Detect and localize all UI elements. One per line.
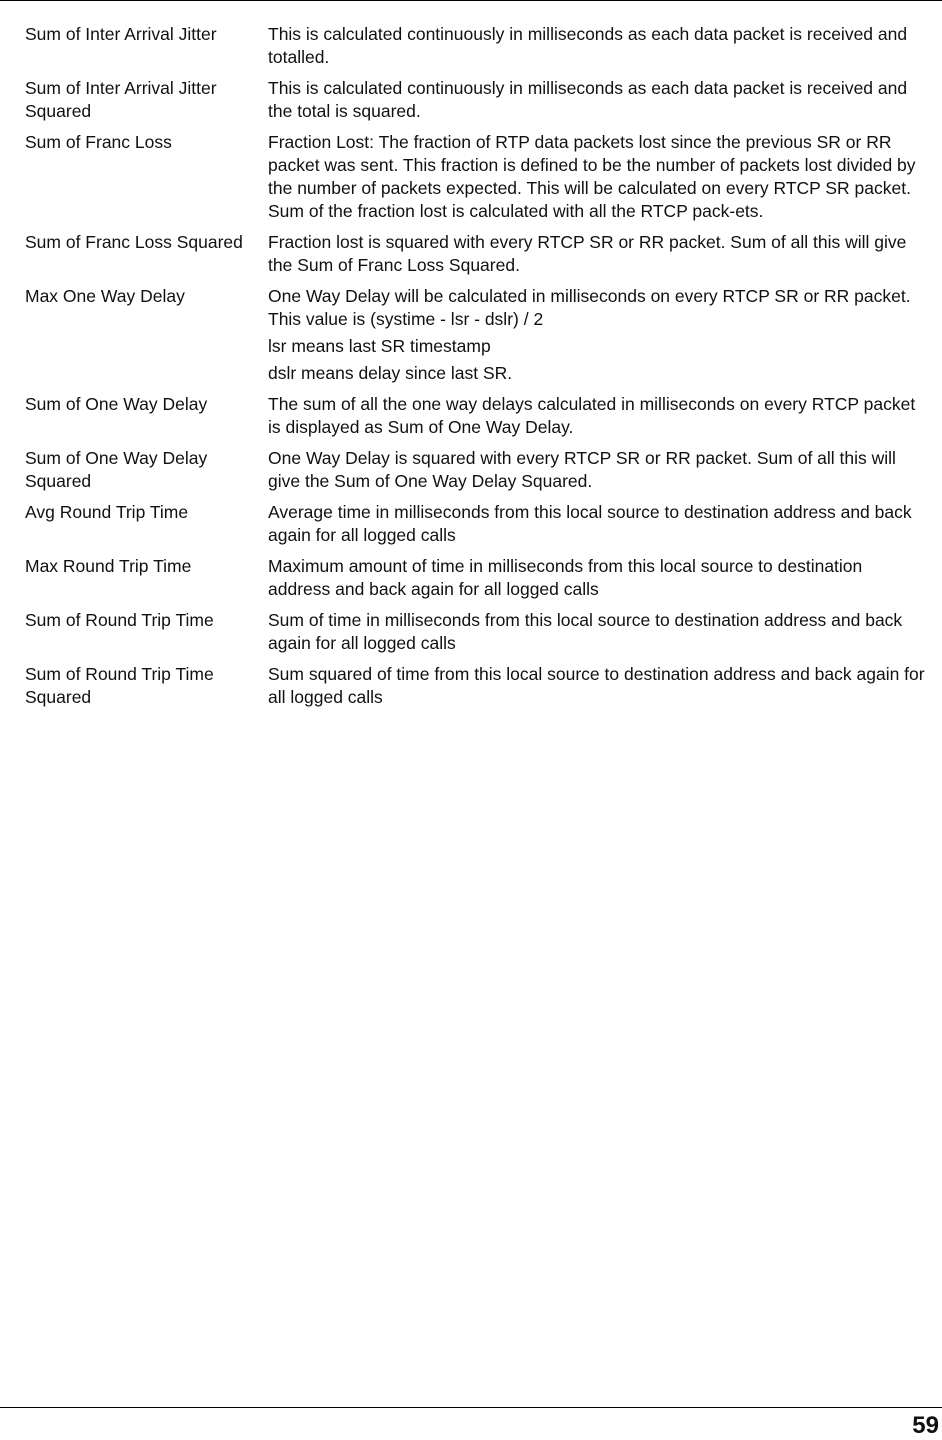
definition-row <box>25 285 925 385</box>
definition-description <box>268 131 925 223</box>
definition-term: Max One Way Delay <box>25 286 185 306</box>
definition-description <box>268 23 925 69</box>
description-paragraph: Average time in milliseconds from this local source to destination address and back again for all logged calls <box>268 502 912 545</box>
page-number: 59 <box>912 1412 939 1439</box>
definition-description <box>268 663 925 709</box>
definition-row <box>25 393 925 439</box>
definitions-table <box>25 23 925 717</box>
definition-description <box>268 609 925 655</box>
definition-row <box>25 609 925 655</box>
definition-term: Avg Round Trip Time <box>25 502 189 522</box>
definition-description <box>268 501 925 547</box>
definition-term: Sum of Franc Loss Squared <box>25 232 243 252</box>
definition-description <box>268 447 925 493</box>
definition-term: Max Round Trip Time <box>25 556 192 576</box>
definition-row <box>25 131 925 223</box>
definition-row <box>25 23 925 69</box>
description-paragraph: This is calculated continuously in milliseconds as each data packet is received and the total is squared. <box>268 78 908 121</box>
description-paragraph: One Way Delay will be calculated in milliseconds on every RTCP SR or RR packet. This value is (systime - lsr - dslr) / 2 <box>268 286 911 329</box>
definition-row <box>25 555 925 601</box>
definition-row <box>25 663 925 709</box>
definition-term: Sum of One Way Delay Squared <box>25 448 208 491</box>
description-paragraph: dslr means delay since last SR. <box>268 363 513 383</box>
definition-term: Sum of Inter Arrival Jitter <box>25 24 217 44</box>
definition-term: Sum of Inter Arrival Jitter Squared <box>25 78 217 121</box>
definition-row <box>25 447 925 493</box>
definition-term: Sum of Round Trip Time <box>25 610 214 630</box>
definition-description <box>268 77 925 123</box>
definition-term: Sum of Franc Loss <box>25 132 172 152</box>
description-paragraph: Sum squared of time from this local source to destination address and back again for all logged calls <box>268 664 925 707</box>
description-paragraph: One Way Delay is squared with every RTCP SR or RR packet. Sum of all this will give the Sum of One Way Delay Squared. <box>268 448 896 491</box>
description-paragraph: Fraction Lost: The fraction of RTP data packets lost since the previous SR or RR packet was sent. This fraction is defined to be the number of packets lost divided by the number of packets expected. This will be calculated on every RTCP SR packet. Sum of the fraction lost is calculated with all the RTCP pack-ets. <box>268 132 916 221</box>
definition-row <box>25 501 925 547</box>
definition-description <box>268 555 925 601</box>
description-paragraph: This is calculated continuously in milliseconds as each data packet is received and totalled. <box>268 24 908 67</box>
definition-row <box>25 231 925 277</box>
top-rule <box>0 0 942 1</box>
definition-description <box>268 393 925 439</box>
definition-term: Sum of Round Trip Time Squared <box>25 664 214 707</box>
footer-rule <box>0 1407 942 1408</box>
description-paragraph: The sum of all the one way delays calculated in milliseconds on every RTCP packet is displayed as Sum of One Way Delay. <box>268 394 916 437</box>
description-paragraph: Sum of time in milliseconds from this local source to destination address and back again for all logged calls <box>268 610 903 653</box>
definition-row <box>25 77 925 123</box>
description-paragraph: Maximum amount of time in milliseconds from this local source to destination address and back again for all logged calls <box>268 556 863 599</box>
description-paragraph: Fraction lost is squared with every RTCP SR or RR packet. Sum of all this will give the Sum of Franc Loss Squared. <box>268 232 907 275</box>
definition-description <box>268 231 925 277</box>
definition-description <box>268 285 925 385</box>
definition-term: Sum of One Way Delay <box>25 394 208 414</box>
description-paragraph: lsr means last SR timestamp <box>268 336 491 356</box>
